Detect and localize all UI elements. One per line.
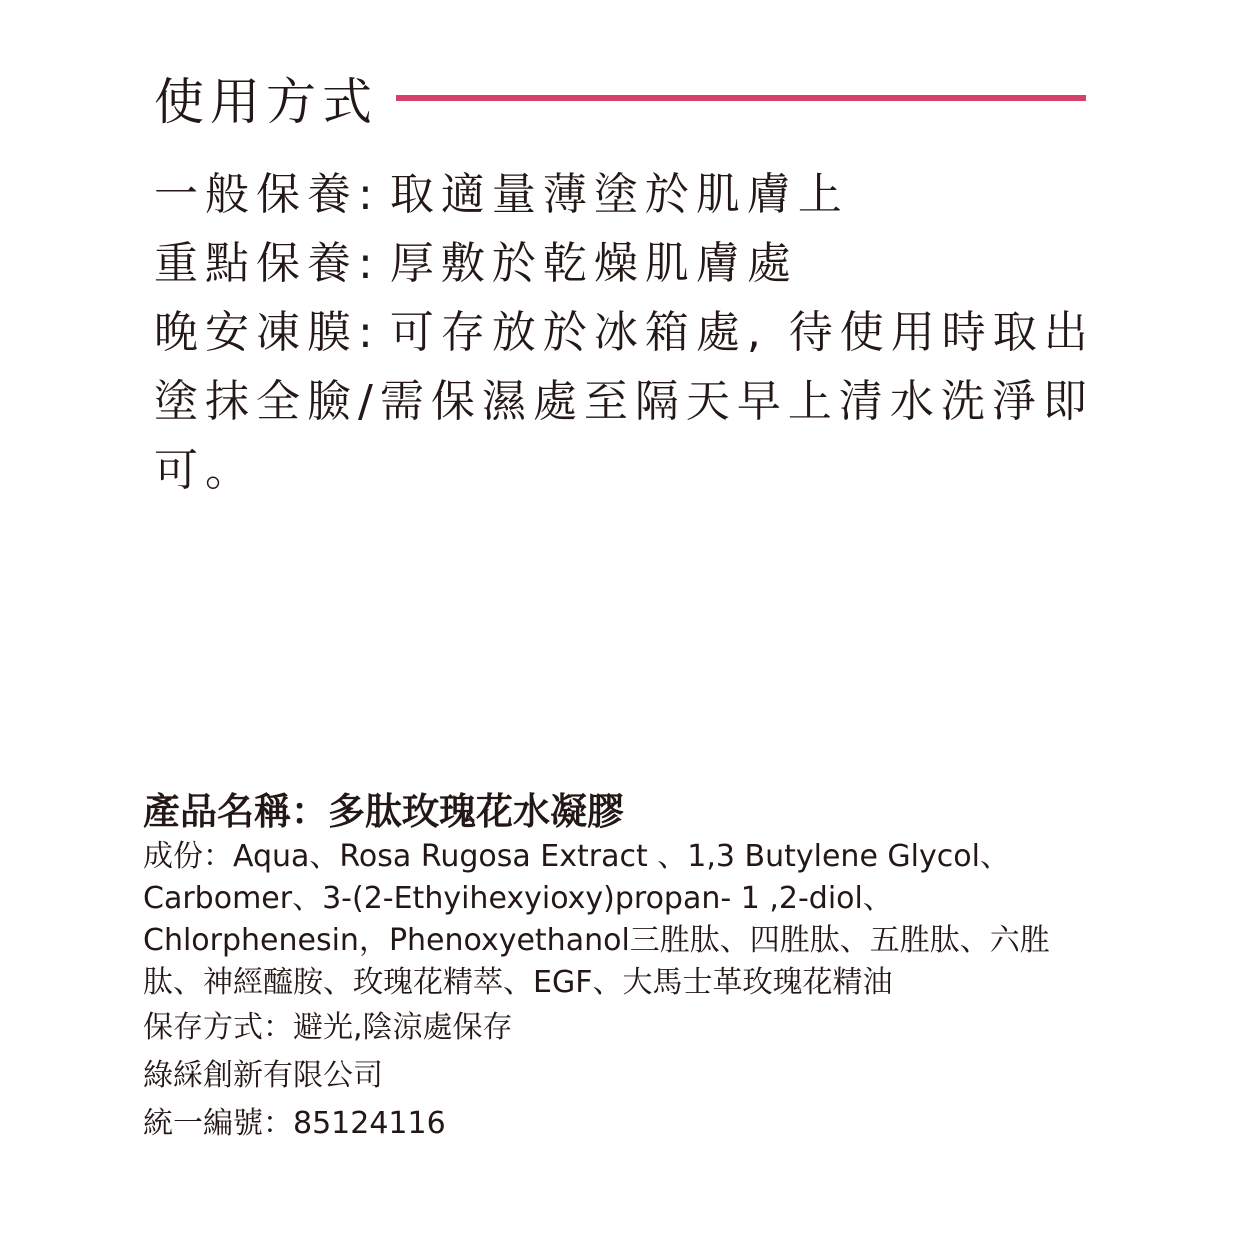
usage-line-intensive	[154, 229, 1114, 298]
ingredients-text: 成份：Aqua、Rosa Rugosa Extract 、1,3 Butylene Glycol、Carbomer、3-(2-Ethyihexyioxy)propan- 1 ,2-diol、Chlorphenesin，Phenoxyethanol三胜肽、四胜肽、五胜肽、六胜肽、神經醯胺、玫瑰花精萃、EGF、大馬士革玫瑰花精油	[143, 839, 1050, 1000]
usage-header	[154, 58, 1114, 138]
company-name: 綠綵創新有限公司	[143, 1058, 383, 1093]
storage-text: 保存方式：避光,陰涼處保存	[143, 1010, 513, 1045]
product-info-section	[143, 788, 1103, 1148]
usage-line-night	[154, 298, 1114, 505]
usage-line-general	[154, 160, 1114, 229]
usage-text-intensive: 厚敷於乾燥肌膚處	[389, 238, 798, 289]
usage-label-intensive: 重點保養:	[154, 238, 380, 289]
product-name: 產品名稱：多肽玫瑰花水凝膠	[143, 790, 624, 833]
usage-section	[154, 58, 1114, 505]
usage-label-general: 一般保養:	[154, 169, 380, 220]
usage-label-night: 晚安凍膜:	[154, 307, 380, 358]
usage-body	[154, 160, 1114, 505]
usage-text-night: 可存放於冰箱處, 待使用時取出塗抹全臉/需保濕處至隔天早上清水洗淨即可。	[154, 307, 1095, 496]
tax-id-text: 統一編號：85124116	[143, 1106, 446, 1141]
usage-text-general: 取適量薄塗於肌膚上	[389, 169, 849, 220]
usage-title: 使用方式	[154, 73, 378, 131]
usage-title-rule	[396, 95, 1086, 101]
